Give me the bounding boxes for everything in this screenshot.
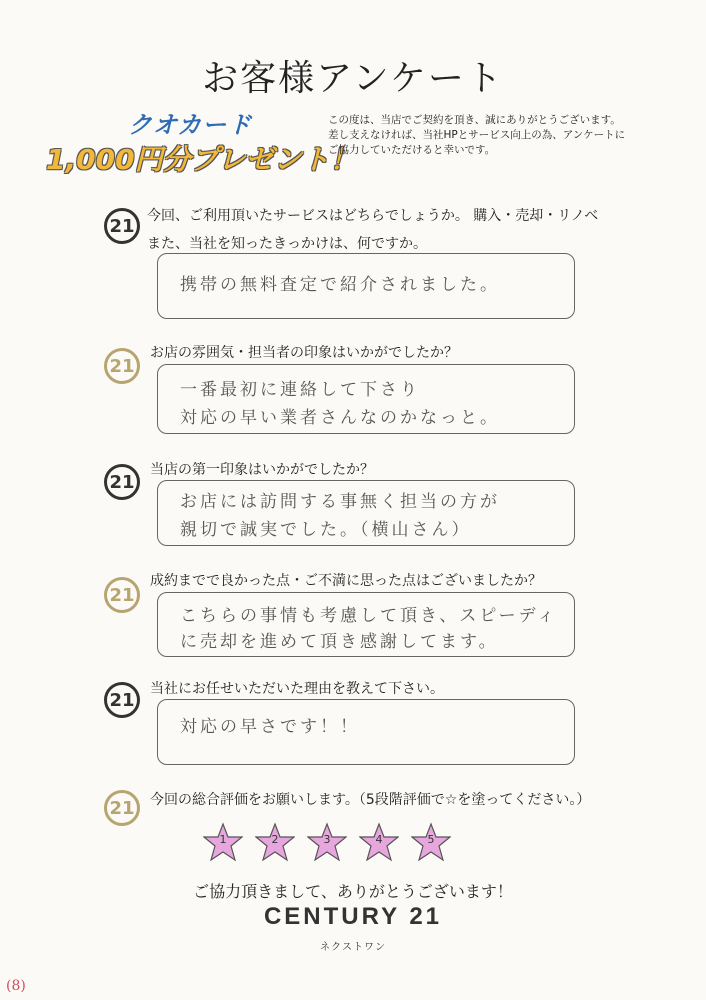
intro-line: ご協力していただけると幸いです。 <box>328 144 496 156</box>
page-number: (8) <box>6 978 26 994</box>
century21-badge-icon: 21 <box>104 208 140 244</box>
answer-2-line-1: 一番最初に連絡して下さり <box>180 380 420 400</box>
question-5: 当社にお任せいただいた理由を教えて下さい。 <box>150 681 444 697</box>
question-4: 成約までで良かった点・ご不満に思った点はございましたか？ <box>150 573 542 589</box>
rating-star-4[interactable] <box>359 822 399 862</box>
promo-gift-amount: 1,000円分プレゼント！ <box>46 143 358 176</box>
rating-star-5[interactable] <box>411 822 451 862</box>
answer-4-line-1: こちらの事情も考慮して頂き、スピーディ <box>180 606 558 626</box>
answer-5-line-1: 対応の早さです！！ <box>180 717 360 737</box>
rating-star-label: 4 <box>375 833 383 846</box>
answer-box-1 <box>157 253 575 319</box>
rating-star-2[interactable] <box>255 822 295 862</box>
question-1-line-1: 今回、ご利用頂いたサービスはどちらでしょうか。 購入・売却・リノベ <box>147 208 599 224</box>
answer-box-4 <box>157 592 575 657</box>
rating-star-1[interactable] <box>203 822 243 862</box>
rating-star-3[interactable] <box>307 822 347 862</box>
thanks-message: ご協力頂きまして、ありがとうございます！ <box>193 882 513 901</box>
rating-star-label: 1 <box>219 833 227 846</box>
answer-box-5 <box>157 699 575 765</box>
question-1-line-2: また、当社を知ったきっかけは、何ですか。 <box>147 236 427 252</box>
answer-2-line-2: 対応の早い業者さんなのかなっと。 <box>180 408 500 428</box>
brand-subtitle: ネクストワン <box>320 942 386 953</box>
page-title: お客様アンケート <box>202 58 504 99</box>
brand-logo: CENTURY 21 <box>263 903 443 930</box>
answer-box-2 <box>157 364 575 434</box>
century21-badge-icon: 21 <box>104 790 140 826</box>
century21-badge-icon: 21 <box>104 577 140 613</box>
century21-badge-icon: 21 <box>104 464 140 500</box>
intro-text <box>328 113 688 158</box>
question-3: 当店の第一印象はいかがでしたか？ <box>150 462 374 478</box>
intro-line: この度は、当店でご契約を頂き、誠にありがとうございます。 <box>328 114 621 126</box>
answer-1-line-1: 携帯の無料査定で紹介されました。 <box>180 275 500 295</box>
rating-star-label: 3 <box>323 833 331 846</box>
question-6: 今回の総合評価をお願いします。（5段階評価で☆を塗ってください。） <box>150 792 591 808</box>
answer-box-3 <box>157 480 575 546</box>
answer-3-line-1: お店には訪問する事無く担当の方が <box>180 492 500 512</box>
rating-star-label: 5 <box>427 833 435 846</box>
answer-3-line-2: 親切で誠実でした。（横山さん） <box>180 520 472 540</box>
rating-stars <box>203 822 453 862</box>
century21-badge-icon: 21 <box>104 682 140 718</box>
question-2: お店の雰囲気・担当者の印象はいかがでしたか？ <box>150 345 458 361</box>
promo-card-name: クオカード <box>128 111 253 139</box>
answer-4-line-2: に売却を進めて頂き感謝してます。 <box>180 632 499 652</box>
rating-star-label: 2 <box>271 833 279 846</box>
century21-badge-icon: 21 <box>104 348 140 384</box>
intro-line: 差し支えなければ、当社HPとサービス向上の為、アンケートに <box>328 129 626 141</box>
